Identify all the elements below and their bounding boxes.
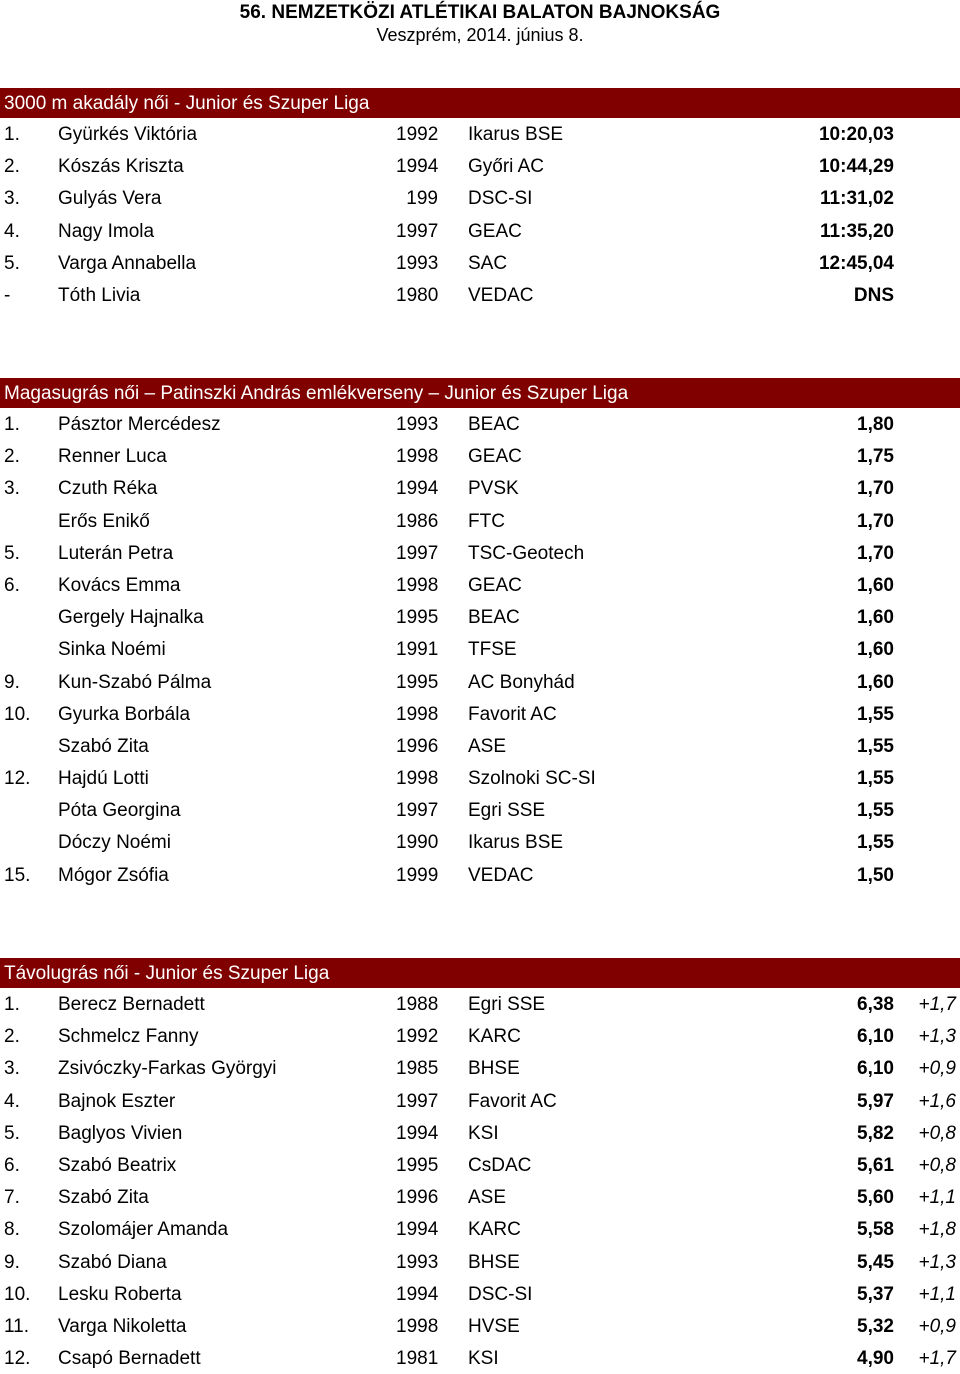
result-rank: - — [4, 284, 11, 306]
result-value: 5,60 — [857, 1187, 894, 1209]
table-row — [0, 408, 960, 440]
result-value: 11:31,02 — [820, 188, 894, 210]
club-name: SAC — [468, 252, 508, 274]
result-value: 6,10 — [857, 1058, 894, 1080]
result-value: 1,55 — [857, 832, 894, 854]
table-row — [0, 472, 960, 504]
result-value: 10:20,03 — [818, 124, 894, 145]
result-value: 5,45 — [857, 1251, 894, 1273]
club-name: GEAC — [468, 220, 522, 242]
result-rank: 7. — [4, 1187, 20, 1209]
club-name: KARC — [468, 1026, 521, 1048]
club-name: VEDAC — [468, 864, 534, 886]
table-row — [0, 150, 960, 182]
results-list — [0, 118, 960, 311]
wind-value: +1,3 — [918, 1026, 956, 1048]
athlete-name: Gergely Hajnalka — [58, 607, 204, 629]
athlete-name: Tóth Livia — [58, 284, 141, 306]
result-value: 1,75 — [857, 446, 894, 468]
club-name: DSC-SI — [468, 1283, 533, 1305]
club-name: DSC-SI — [468, 188, 533, 210]
result-rank: 4. — [4, 220, 20, 242]
birth-year: 1996 — [396, 1187, 439, 1209]
club-name: Győri AC — [468, 156, 545, 178]
club-name: TFSE — [468, 639, 517, 661]
athlete-name: Szolomájer Amanda — [58, 1219, 229, 1241]
wind-value: +1,7 — [918, 994, 956, 1015]
birth-year: 1981 — [396, 1348, 439, 1370]
birth-year: 1998 — [396, 703, 439, 725]
page-title: 56. NEMZETKÖZI ATLÉTIKAI BALATON BAJNOKSÁG — [239, 2, 721, 23]
athlete-name: Bajnok Eszter — [58, 1090, 176, 1112]
result-rank: 12. — [4, 768, 31, 790]
result-value: 1,60 — [857, 671, 894, 693]
result-value: 5,32 — [857, 1315, 894, 1337]
birth-year: 1993 — [396, 252, 439, 274]
birth-year: 1997 — [396, 220, 439, 242]
athlete-name: Schmelcz Fanny — [58, 1026, 199, 1048]
result-value: 1,55 — [857, 768, 894, 790]
athlete-name: Sinka Noémi — [58, 639, 166, 661]
table-row — [0, 1020, 960, 1052]
result-rank: 12. — [4, 1348, 31, 1370]
athlete-name: Gulyás Vera — [58, 188, 162, 210]
wind-value: +1,1 — [918, 1283, 956, 1305]
result-rank: 1. — [4, 124, 20, 145]
results-list — [0, 408, 960, 891]
athlete-name: Szabó Beatrix — [58, 1154, 177, 1176]
section-title: Távolugrás női - Junior és Szuper Liga — [0, 958, 960, 988]
athlete-name: Luterán Petra — [58, 542, 174, 564]
wind-value: +0,8 — [918, 1122, 956, 1144]
birth-year: 1994 — [396, 1219, 439, 1241]
club-name: BHSE — [468, 1058, 520, 1080]
result-rank: 2. — [4, 1026, 20, 1048]
club-name: KARC — [468, 1219, 521, 1241]
athlete-name: Mógor Zsófia — [58, 864, 169, 886]
athlete-name: Varga Annabella — [58, 252, 197, 274]
athlete-name: Csapó Bernadett — [58, 1348, 201, 1370]
club-name: Egri SSE — [468, 994, 546, 1015]
club-name: BEAC — [468, 607, 520, 629]
birth-year: 1995 — [396, 1154, 439, 1176]
athlete-name: Póta Georgina — [58, 800, 181, 822]
birth-year: 1980 — [396, 284, 439, 306]
birth-year: 1995 — [396, 671, 439, 693]
club-name: BEAC — [468, 414, 520, 435]
athlete-name: Renner Luca — [58, 446, 167, 468]
result-rank: 5. — [4, 1122, 20, 1144]
table-row — [0, 215, 960, 247]
result-rank: 10. — [4, 1283, 31, 1305]
birth-year: 1998 — [396, 446, 439, 468]
section-high-jump — [0, 378, 960, 891]
result-rank: 4. — [4, 1090, 20, 1112]
result-value: 5,61 — [857, 1154, 894, 1176]
table-row — [0, 1278, 960, 1310]
result-value: 1,60 — [857, 574, 894, 596]
athlete-name: Nagy Imola — [58, 220, 155, 242]
birth-year: 1993 — [396, 1251, 439, 1273]
wind-value: +0,9 — [918, 1315, 956, 1337]
athlete-name: Pásztor Mercédesz — [58, 414, 221, 435]
club-name: GEAC — [468, 574, 522, 596]
birth-year: 1998 — [396, 574, 439, 596]
club-name: Favorit AC — [468, 1090, 557, 1112]
table-row — [0, 537, 960, 569]
table-row — [0, 859, 960, 891]
result-value: 1,70 — [857, 478, 894, 500]
result-value: 10:44,29 — [818, 156, 894, 178]
section-long-jump — [0, 958, 960, 1374]
table-row — [0, 988, 960, 1020]
table-row — [0, 118, 960, 150]
athlete-name: Gyurka Borbála — [58, 703, 191, 725]
result-value: 1,50 — [857, 864, 894, 886]
athlete-name: Kószás Kriszta — [58, 156, 184, 178]
table-row — [0, 1085, 960, 1117]
result-rank: 2. — [4, 446, 20, 468]
result-rank: 1. — [4, 414, 20, 435]
result-value: 1,60 — [857, 607, 894, 629]
birth-year: 1993 — [396, 414, 439, 435]
athlete-name: Berecz Bernadett — [58, 994, 205, 1015]
table-row — [0, 794, 960, 826]
table-row — [0, 762, 960, 794]
birth-year: 1985 — [396, 1058, 439, 1080]
result-rank: 6. — [4, 1154, 20, 1176]
result-value: DNS — [853, 284, 894, 306]
section-title: 3000 m akadály női - Junior és Szuper Liga — [0, 88, 960, 118]
result-value: 5,97 — [857, 1090, 894, 1112]
athlete-name: Varga Nikoletta — [58, 1315, 187, 1337]
club-name: ASE — [468, 1187, 507, 1209]
result-rank: 9. — [4, 1251, 20, 1273]
athlete-name: Lesku Roberta — [58, 1283, 182, 1305]
club-name: Egri SSE — [468, 800, 546, 822]
birth-year: 1992 — [396, 124, 439, 145]
wind-value: +1,7 — [918, 1348, 956, 1370]
table-row — [0, 440, 960, 472]
birth-year: 1994 — [396, 1122, 439, 1144]
result-value: 12:45,04 — [818, 252, 894, 274]
results-list — [0, 988, 960, 1374]
club-name: KSI — [468, 1348, 499, 1370]
birth-year: 1996 — [396, 735, 439, 757]
result-value: 1,70 — [857, 542, 894, 564]
table-row — [0, 182, 960, 214]
table-row — [0, 1213, 960, 1245]
club-name: AC Bonyhád — [468, 671, 575, 693]
result-value: 1,55 — [857, 703, 894, 725]
club-name: BHSE — [468, 1251, 520, 1273]
result-rank: 5. — [4, 252, 20, 274]
club-name: VEDAC — [468, 284, 534, 306]
club-name: HVSE — [468, 1315, 520, 1337]
result-value: 5,58 — [857, 1219, 894, 1241]
birth-year: 1986 — [396, 510, 439, 532]
club-name: Ikarus BSE — [468, 124, 564, 145]
result-value: 1,60 — [857, 639, 894, 661]
birth-year: 1998 — [396, 768, 439, 790]
athlete-name: Kun-Szabó Pálma — [58, 671, 212, 693]
table-row — [0, 1149, 960, 1181]
wind-value: +0,9 — [918, 1058, 956, 1080]
birth-year: 1994 — [396, 478, 439, 500]
table-row — [0, 666, 960, 698]
birth-year: 1997 — [396, 800, 439, 822]
result-value: 5,37 — [857, 1283, 894, 1305]
birth-year: 1994 — [396, 1283, 439, 1305]
athlete-name: Zsivóczky-Farkas Györgyi — [58, 1058, 277, 1080]
table-row — [0, 1052, 960, 1084]
result-rank: 1. — [4, 994, 20, 1015]
athlete-name: Szabó Zita — [58, 735, 149, 757]
table-row — [0, 1310, 960, 1342]
birth-year: 1988 — [396, 994, 439, 1015]
birth-year: 1997 — [396, 1090, 439, 1112]
birth-year: 1992 — [396, 1026, 439, 1048]
table-row — [0, 1246, 960, 1278]
birth-year: 1995 — [396, 607, 439, 629]
athlete-name: Gyürkés Viktória — [58, 124, 198, 145]
result-value: 11:35,20 — [820, 220, 894, 242]
birth-year: 199 — [406, 188, 438, 210]
birth-year: 1999 — [396, 864, 439, 886]
result-value: 1,55 — [857, 735, 894, 757]
club-name: Ikarus BSE — [468, 832, 564, 854]
athlete-name: Baglyos Vivien — [58, 1122, 183, 1144]
result-rank: 5. — [4, 542, 20, 564]
result-rank: 3. — [4, 1058, 20, 1080]
athlete-name: Szabó Zita — [58, 1187, 149, 1209]
club-name: FTC — [468, 510, 505, 532]
club-name: Szolnoki SC-SI — [468, 768, 596, 790]
athlete-name: Dóczy Noémi — [58, 832, 171, 854]
club-name: KSI — [468, 1122, 499, 1144]
page-subtitle: Veszprém, 2014. június 8. — [376, 25, 584, 45]
athlete-name: Szabó Diana — [58, 1251, 167, 1273]
result-value: 6,38 — [857, 994, 894, 1015]
result-rank: 10. — [4, 703, 31, 725]
wind-value: +1,8 — [918, 1219, 956, 1241]
table-row — [0, 826, 960, 858]
table-row — [0, 1117, 960, 1149]
club-name: PVSK — [468, 478, 519, 500]
birth-year: 1990 — [396, 832, 439, 854]
birth-year: 1991 — [396, 639, 439, 661]
result-rank: 8. — [4, 1219, 20, 1241]
table-row — [0, 601, 960, 633]
club-name: CsDAC — [468, 1154, 532, 1176]
result-value: 4,90 — [857, 1348, 894, 1370]
table-row — [0, 247, 960, 279]
athlete-name: Erős Enikő — [58, 510, 150, 532]
club-name: TSC-Geotech — [468, 542, 585, 564]
result-value: 5,82 — [857, 1122, 894, 1144]
result-value: 6,10 — [857, 1026, 894, 1048]
club-name: ASE — [468, 735, 507, 757]
table-row — [0, 279, 960, 311]
result-value: 1,80 — [857, 414, 894, 435]
result-rank: 2. — [4, 156, 20, 178]
result-rank: 11. — [4, 1315, 30, 1337]
wind-value: +1,6 — [918, 1090, 956, 1112]
result-value: 1,55 — [857, 800, 894, 822]
table-row — [0, 1181, 960, 1213]
wind-value: +1,1 — [918, 1187, 956, 1209]
table-row — [0, 730, 960, 762]
result-rank: 15. — [4, 864, 31, 886]
athlete-name: Kovács Emma — [58, 574, 181, 596]
table-row — [0, 633, 960, 665]
result-rank: 3. — [4, 188, 20, 210]
birth-year: 1997 — [396, 542, 439, 564]
result-rank: 9. — [4, 671, 20, 693]
club-name: Favorit AC — [468, 703, 557, 725]
wind-value: +1,3 — [918, 1251, 956, 1273]
section-title: Magasugrás női – Patinszki András emlékverseny – Junior és Szuper Liga — [0, 378, 960, 408]
table-row — [0, 505, 960, 537]
section-steeplechase — [0, 88, 960, 311]
athlete-name: Czuth Réka — [58, 478, 158, 500]
club-name: GEAC — [468, 446, 522, 468]
result-rank: 6. — [4, 574, 20, 596]
birth-year: 1998 — [396, 1315, 439, 1337]
wind-value: +0,8 — [918, 1154, 956, 1176]
table-row — [0, 698, 960, 730]
result-value: 1,70 — [857, 510, 894, 532]
table-row — [0, 1342, 960, 1374]
table-row — [0, 569, 960, 601]
result-rank: 3. — [4, 478, 20, 500]
birth-year: 1994 — [396, 156, 439, 178]
athlete-name: Hajdú Lotti — [58, 768, 149, 790]
